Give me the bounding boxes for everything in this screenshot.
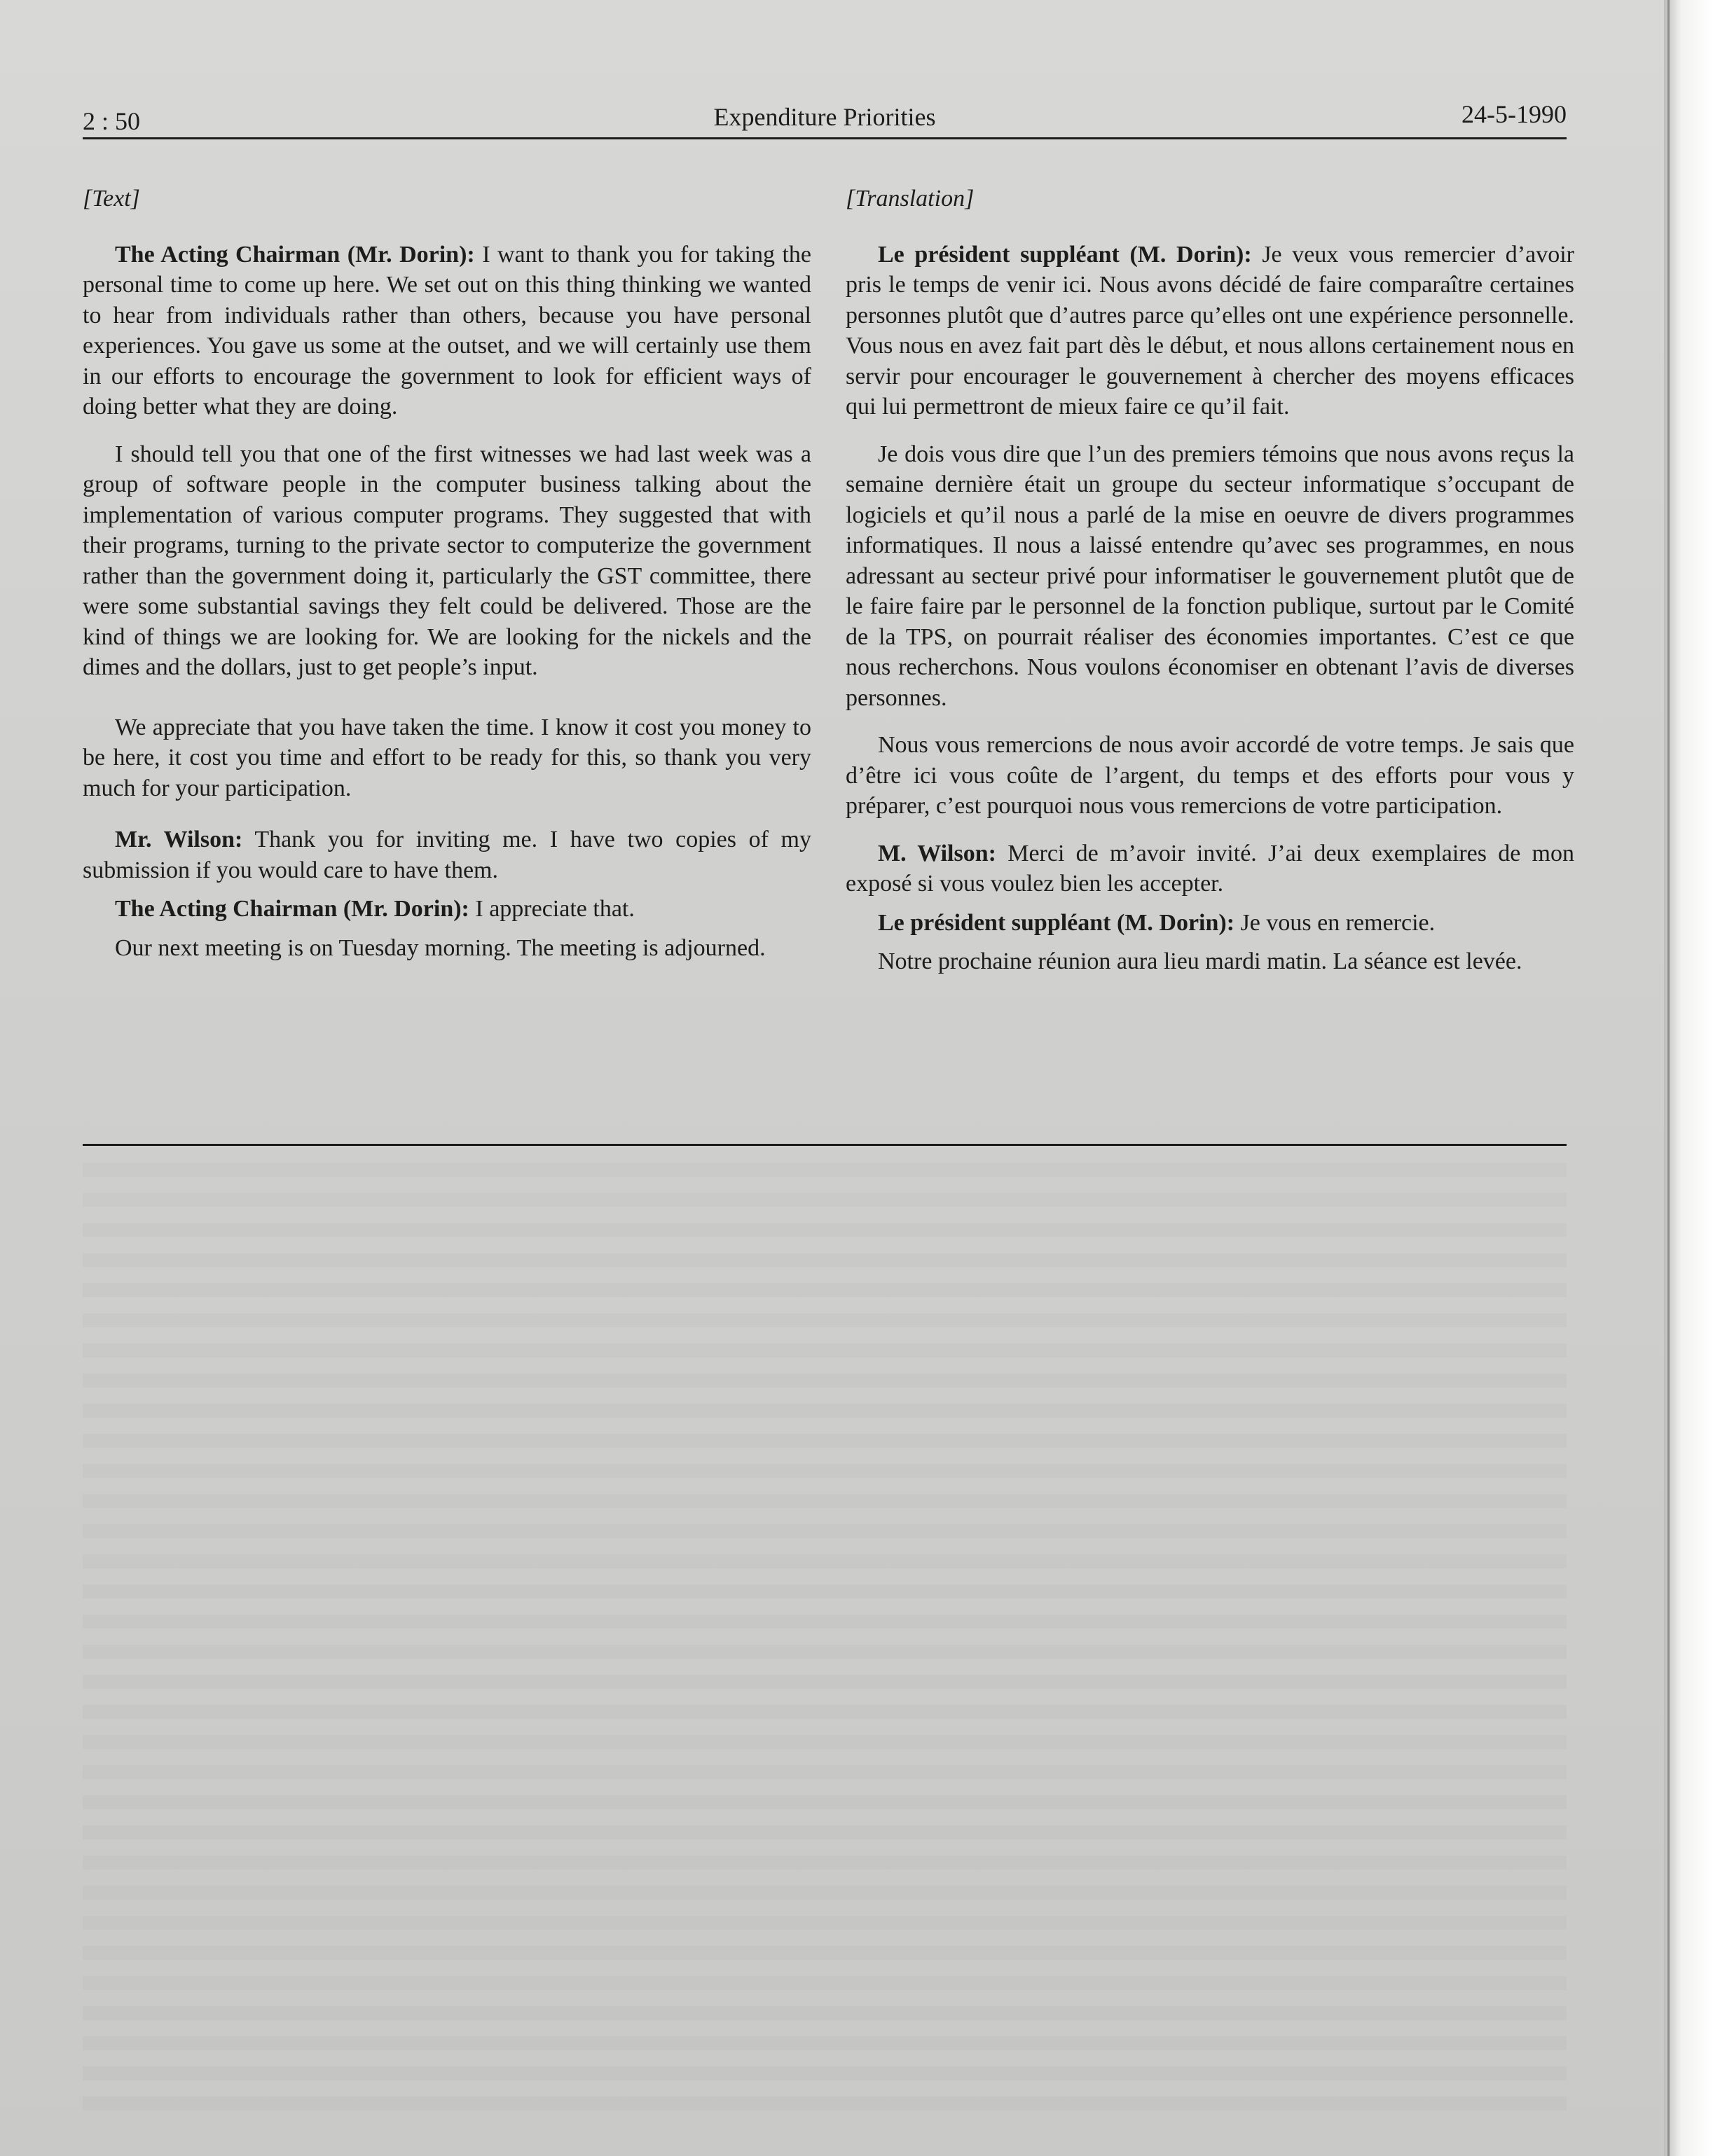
speaker-name: Le président suppléant (M. Dorin): <box>878 241 1252 268</box>
french-column <box>846 184 1574 984</box>
paragraph: Je dois vous dire que l’un des premiers témoins que nous avons reçus la semaine dernière était un groupe du secteur informatique s’occupant de logiciels et qu’il nous a parlé de la mise en oeuvre de divers programmes informatiques. Il nous a laissé entendre qu’avec ses programmes, en nous adressant au secteur privé pour informatiser le gouvernement plutôt que de le faire faire par le personnel de la fonction publique, surtout par le Comité de la TPS, on pourrait réaliser des économies importantes. C’est ce que nous recherchons. Nous voulons économiser en obtenant l’avis de diverses personnes. <box>846 441 1574 711</box>
paragraph-text: Merci de m’avoir invité. J’ai deux exemplaires de mon exposé si vous voulez bien les accepter. <box>846 840 1574 897</box>
header-date: 24-5-1990 <box>1461 100 1567 128</box>
page-edge <box>1664 0 1713 2156</box>
running-title: Expenditure Priorities <box>713 103 936 131</box>
paragraph: We appreciate that you have taken the time. I know it cost you money to be here, it cost you time and effort to be ready for this, so thank you very much for your participation. <box>83 714 811 801</box>
paragraph: Nous vous remercions de nous avoir accordé de votre temps. Je sais que d’être ici vous coûte de l’argent, du temps et des efforts pour vous y préparer, c’est pourquoi nous vous remercions de votre participation. <box>846 732 1574 819</box>
speaker-name: The Acting Chairman (Mr. Dorin): <box>115 241 475 268</box>
end-rule <box>83 1144 1567 1146</box>
page-number: 2 : 50 <box>83 107 141 135</box>
column-label-translation-word: Translation <box>855 186 965 212</box>
paragraph <box>83 824 811 885</box>
speaker-name: Mr. Wilson: <box>115 827 243 852</box>
paragraph-text: I appreciate that. <box>469 896 635 922</box>
paragraph: I should tell you that one of the first witnesses we had last week was a group of software people in the computer business talking about the implementation of various computer programs. They suggested that with their programs, turning to the private sector to computerize the government rather than the government doing it, particularly the GST committee, there were some substantial savings they felt could be delivered. Those are the kind of things we are looking for. We are looking for the nickels and the dimes and the dollars, just to get people’s input. <box>83 441 811 680</box>
speaker-name: M. Wilson: <box>878 840 996 866</box>
running-header <box>83 98 1567 139</box>
paragraph <box>846 240 1574 422</box>
paragraph <box>83 240 811 422</box>
speaker-name: The Acting Chairman (Mr. Dorin): <box>115 896 469 922</box>
column-label-translation: [Translation] <box>846 186 975 212</box>
paragraph-text: Thank you for inviting me. I have two copies of my submission if you would care to have them. <box>83 827 812 883</box>
page-edge-line <box>1667 0 1670 2156</box>
paragraph: Notre prochaine réunion aura lieu mardi matin. La séance est levée. <box>878 948 1522 974</box>
paragraph <box>83 894 811 925</box>
paragraph <box>846 908 1574 939</box>
paragraph-text: Je veux vous remercier d’avoir pris le temps de venir ici. Nous avons décidé de faire comparaître certaines personnes plutôt que d’autres parce qu’elles ont une expérience personnelle. Vous nous en avez fait part dès le début, et nous allons certainement nous en servir pour encourager le gouvernement à chercher des moyens efficaces qui lui permettront de mieux faire ce qu’il fait. <box>846 241 1574 420</box>
paragraph-text: I want to thank you for taking the personal time to come up here. We set out on this thing thinking we wanted to hear from individuals rather than others, because you have personal experiences. You gave us some at the outset, and we will certainly use them in our efforts to encourage the government to look for efficient ways of doing better what they are doing. <box>83 241 811 420</box>
speaker-name: Le président suppléant (M. Dorin): <box>878 909 1235 936</box>
column-label-text: [Text] <box>83 186 140 212</box>
paragraph: Our next meeting is on Tuesday morning. The meeting is adjourned. <box>115 934 766 961</box>
column-label-text-word: Text <box>92 186 131 212</box>
english-column <box>83 184 811 970</box>
paragraph-text: Je vous en remercie. <box>1234 909 1436 936</box>
show-through-bleed <box>83 1163 1567 2115</box>
paragraph <box>846 838 1574 899</box>
